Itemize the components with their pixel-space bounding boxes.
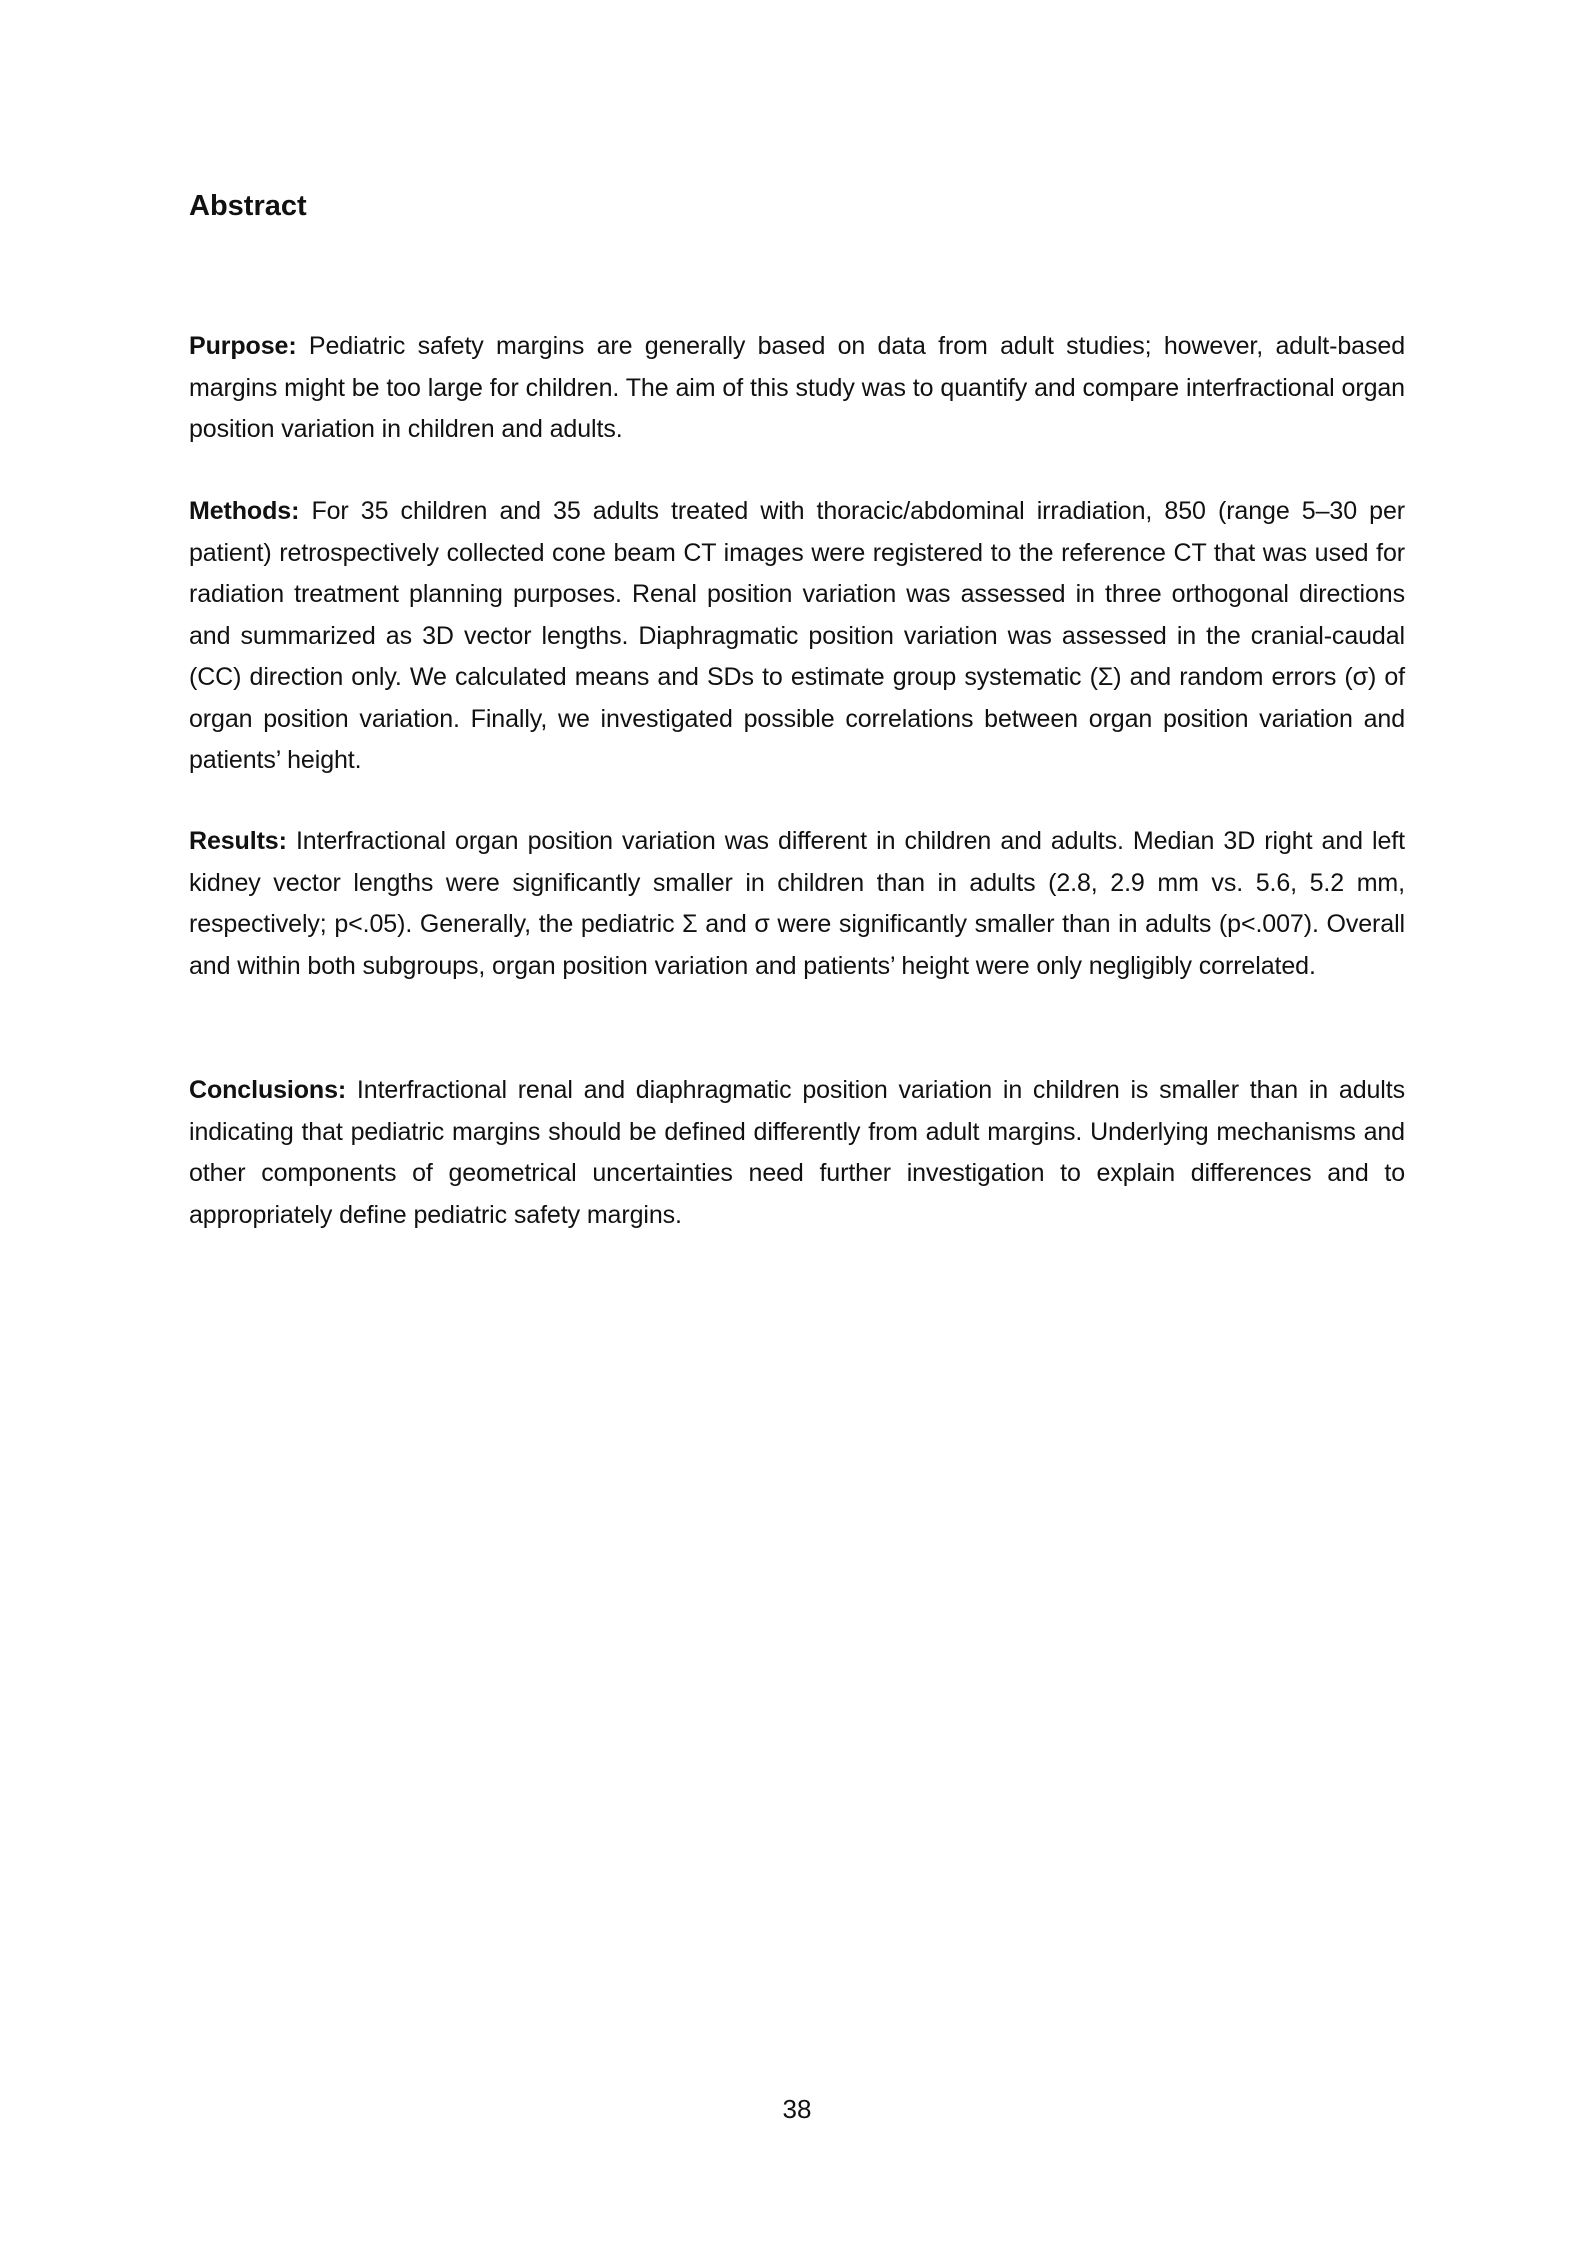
conclusions-label: Conclusions:	[189, 1076, 347, 1104]
purpose-text: Pediatric safety margins are generally based on data from adult studies; however, adult-based margins might be too large for children. The aim of this study was to quantify and compare interfractional organ position variation in children and adults.	[189, 332, 1405, 443]
methods-label: Methods:	[189, 497, 300, 525]
methods-paragraph	[189, 491, 1405, 782]
results-paragraph	[189, 821, 1405, 987]
abstract-heading: Abstract	[189, 190, 307, 222]
page-number: 38	[782, 2094, 812, 2124]
conclusions-text: Interfractional renal and diaphragmatic position variation in children is smaller than in adults indicating that pediatric margins should be defined differently from adult margins. Underlying mechanisms and other components of geometrical uncertainties need further investigation to explain differences and to appropriately define pediatric safety margins.	[189, 1076, 1405, 1229]
results-text: Interfractional organ position variation was different in children and adults. Median 3D right and left kidney vector lengths were significantly smaller in children than in adults (2.8, 2.9 mm vs. 5.6, 5.2 mm, respectively; p<.05). Generally, the pediatric Σ and σ were significantly smaller than in adults (p<.007). Overall and within both subgroups, organ position variation and patients’ height were only negligibly correlated.	[189, 827, 1405, 980]
purpose-label: Purpose:	[189, 332, 297, 360]
results-label: Results:	[189, 827, 287, 855]
methods-text: For 35 children and 35 adults treated with thoracic/abdominal irradiation, 850 (range 5–30 per patient) retrospectively collected cone beam CT images were registered to the reference CT that was used for radiation treatment planning purposes. Renal position variation was assessed in three orthogonal directions and summarized as 3D vector lengths. Diaphragmatic position variation was assessed in the cranial-caudal (CC) direction only. We calculated means and SDs to estimate group systematic (Σ) and random errors (σ) of organ position variation. Finally, we investigated possible correlations between organ position variation and patients’ height.	[189, 497, 1405, 774]
conclusions-paragraph	[189, 1070, 1405, 1236]
purpose-paragraph	[189, 326, 1405, 451]
